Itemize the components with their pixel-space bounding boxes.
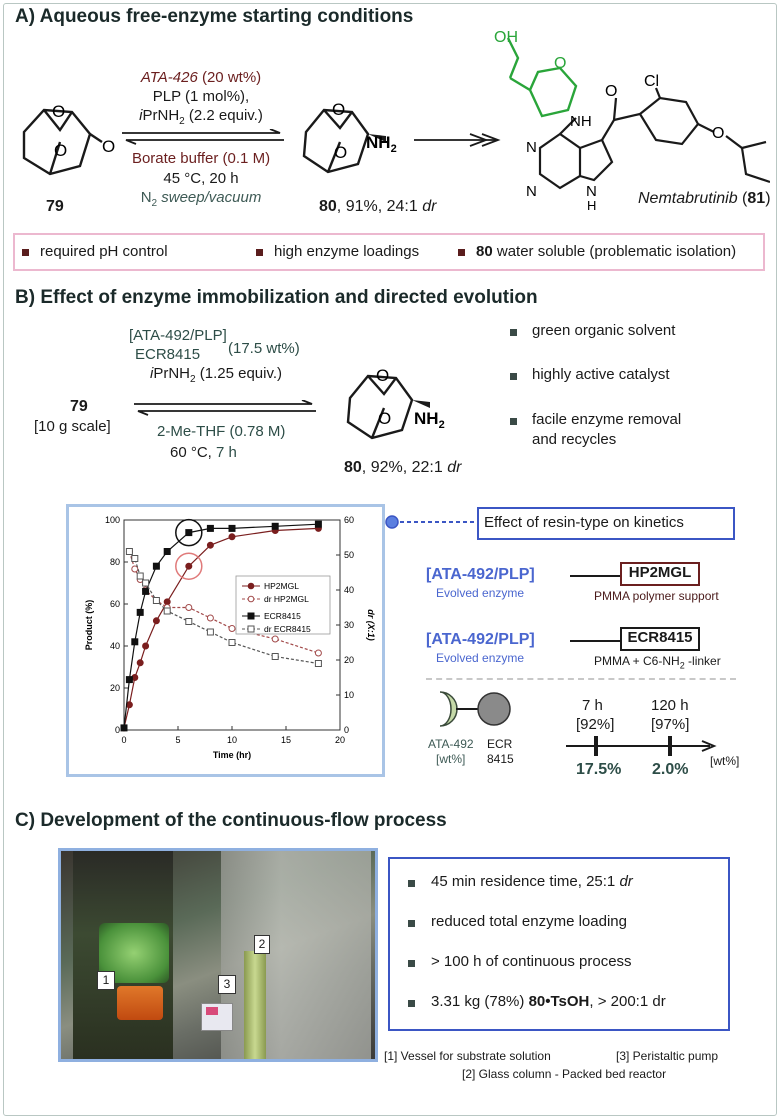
y-tick-label: 40	[109, 641, 120, 651]
bullet-icon	[458, 249, 465, 256]
data-point	[229, 640, 235, 646]
time-2: 120 h	[651, 697, 689, 714]
conditions-a-plp: PLP (1 mol%),	[152, 88, 250, 105]
bullet-icon	[408, 960, 415, 967]
n1-atom: N	[526, 139, 537, 156]
y2-tick-label: 40	[344, 585, 355, 595]
benefit-3: facile enzyme removal	[532, 411, 682, 428]
data-point	[121, 725, 127, 731]
y-tick-label: 0	[114, 725, 120, 735]
compound-80-result-a: 80, 91%, 24:1 dr	[319, 198, 437, 215]
data-point	[207, 542, 213, 548]
conditions-b-amine: iPrNH$_2$ (1.25 equiv.)	[150, 365, 283, 385]
data-point	[164, 549, 170, 555]
time-1: 7 h	[582, 697, 603, 714]
data-point	[186, 530, 192, 536]
legend-label: dr HP2MGL	[264, 594, 309, 604]
y-tick-label: 80	[109, 557, 120, 567]
packed-column	[244, 951, 266, 1059]
support-1-desc: PMMA polymer support	[594, 589, 719, 603]
x-tick-label: 10	[226, 735, 238, 745]
enzyme-1-label: [ATA-492/PLP]	[426, 566, 535, 583]
ketone-o-atom: O	[102, 137, 116, 156]
support-2-desc: PMMA + $C6-NH_2$ -linker	[594, 654, 721, 671]
bullet-icon	[408, 880, 415, 887]
pyrrole-n-atom: N	[586, 183, 597, 200]
flow-result-4: 3.31 kg (78%) 80•TsOH, > 200:1 dr	[431, 993, 666, 1010]
bullet-icon	[408, 920, 415, 927]
y2-tick-label: 10	[344, 690, 355, 700]
data-point	[143, 588, 149, 594]
divider	[426, 678, 736, 680]
data-point	[186, 563, 192, 569]
data-point	[229, 626, 235, 632]
y2-tick-label: 30	[344, 620, 355, 630]
y2-tick-label: 50	[344, 550, 355, 560]
data-point	[126, 549, 132, 555]
load-1: 17.5%	[576, 761, 622, 778]
compound-79-label: 79	[46, 198, 64, 215]
bullet-icon	[510, 329, 517, 336]
bridge-o2-atom: O	[54, 141, 68, 160]
photo-label-3: 3	[218, 975, 236, 994]
data-point	[132, 556, 138, 562]
y-tick-label: 100	[104, 515, 120, 525]
data-point	[315, 650, 321, 656]
data-point	[229, 525, 235, 531]
data-point	[229, 534, 235, 540]
equilibrium-arrow-b	[130, 400, 320, 416]
pyrrole-h-atom: H	[587, 198, 597, 213]
data-point	[126, 677, 132, 683]
compound-79-label-b: 79	[70, 398, 88, 415]
bridge-o-atom: O	[52, 102, 66, 121]
flow-setup-photo	[58, 848, 378, 1062]
bullet-icon	[510, 418, 517, 425]
section-b-title: B) Effect of enzyme immobilization and directed evolution	[15, 287, 538, 308]
pump-display	[206, 1007, 218, 1015]
cl-atom: Cl	[644, 73, 660, 90]
link-line-1	[570, 575, 622, 577]
conditions-b-loading: (17.5 wt%)	[228, 340, 300, 357]
equilibrium-arrow-a	[118, 129, 288, 145]
ecr-legend-1: ECR	[487, 737, 513, 751]
enzyme-2-label: [ATA-492/PLP]	[426, 631, 535, 648]
data-point	[315, 661, 321, 667]
x-tick-label: 15	[280, 735, 292, 745]
link-line-2	[570, 640, 622, 642]
limitation-2: high enzyme loadings	[274, 243, 420, 260]
x-tick-label: 0	[121, 735, 127, 745]
section-c-title: C) Development of the continuous-flow process	[15, 810, 447, 831]
photo-legend-1: [1] Vessel for substrate solution	[384, 1049, 551, 1063]
photo-legend-3: [3] Peristaltic pump	[616, 1049, 719, 1063]
x-tick-label: 5	[175, 735, 181, 745]
data-point	[272, 636, 278, 642]
ecr-legend-2: 8415	[487, 752, 514, 766]
x-tick-label: 20	[334, 735, 346, 745]
limitation-3: 80 water soluble (problematic isolation)	[476, 243, 737, 260]
conditions-b-catalyst: [ATA-492/PLP]	[129, 327, 227, 344]
conditions-b-resin: ECR8415	[135, 346, 201, 363]
connector	[380, 510, 480, 534]
yield-1: [92%]	[576, 716, 615, 733]
benefit-3-cont: and recycles	[532, 431, 617, 448]
enzyme-2-sub: Evolved enzyme	[436, 651, 525, 665]
photo-label-1: 1	[97, 971, 115, 990]
amine-80-structure	[290, 82, 420, 192]
amine-nh2-label-b: $NH_2$	[414, 409, 445, 431]
photo-label-2: 2	[254, 935, 270, 954]
svg-text:O: O	[378, 409, 392, 428]
x-axis-label: Time (hr)	[212, 750, 252, 760]
kinetics-chart	[70, 508, 382, 774]
nemtabrutinib-label: Nemtabrutinib (81)	[638, 190, 771, 207]
ketone-79-structure	[10, 86, 120, 196]
scale-label: [10 g scale]	[34, 418, 111, 435]
ata-legend-1: ATA-492	[428, 737, 474, 751]
yield-2: [97%]	[651, 716, 690, 733]
data-point	[164, 608, 170, 614]
ether-o-atom: O	[712, 125, 725, 142]
bullet-icon	[408, 1000, 415, 1007]
section-a-title: A) Aqueous free-enzyme starting conditions	[15, 6, 414, 27]
amine-nh2-label: $NH_2$	[366, 133, 397, 155]
support-1-label: HP2MGL	[628, 564, 692, 581]
y2-tick-label: 60	[344, 515, 355, 525]
data-point	[272, 523, 278, 529]
svg-text:O: O	[334, 143, 348, 162]
support-2-label: ECR8415	[627, 629, 693, 646]
flow-result-2: reduced total enzyme loading	[431, 913, 627, 930]
conditions-a-n2: $N_2$ sweep/vacuum	[140, 189, 262, 209]
y2-axis-label: dr (X:1)	[366, 609, 376, 641]
bullet-icon	[22, 249, 29, 256]
y-tick-label: 60	[109, 599, 120, 609]
data-point	[137, 573, 143, 579]
data-point	[207, 525, 213, 531]
nh-linker-atom: NH	[570, 113, 592, 130]
conditions-a-enzyme: ATA-426 (20 wt%)	[140, 69, 262, 86]
n2-atom: N	[526, 183, 537, 200]
data-point	[153, 598, 159, 604]
data-point	[207, 615, 213, 621]
data-point	[153, 563, 159, 569]
kinetics-title: Effect of resin-type on kinetics	[484, 514, 684, 531]
amine-80-structure-b	[336, 356, 476, 456]
data-point	[137, 660, 143, 666]
flow-result-3: > 100 h of continuous process	[431, 953, 632, 970]
legend-marker	[248, 626, 254, 632]
benefit-1: green organic solvent	[532, 322, 676, 339]
load-2: 2.0%	[652, 761, 689, 778]
data-point	[186, 605, 192, 611]
y-tick-label: 20	[109, 683, 120, 693]
photo-legend-2: [2] Glass column - Packed bed reactor	[462, 1067, 667, 1081]
legend-marker	[248, 613, 254, 619]
data-point	[153, 618, 159, 624]
legend-marker	[248, 583, 254, 589]
legend-label: ECR8415	[264, 611, 301, 621]
data-point	[132, 639, 138, 645]
legend-label: HP2MGL	[264, 581, 299, 591]
conditions-a-amine: iPrNH$_2$ (2.2 equiv.)	[139, 107, 263, 127]
conditions-a-temp: 45 °C, 20 h	[163, 170, 239, 187]
data-point	[315, 521, 321, 527]
y2-tick-label: 20	[344, 655, 355, 665]
limitation-1: required pH control	[40, 243, 168, 260]
y-axis-label: Product (%)	[84, 599, 94, 651]
legend-marker	[248, 596, 254, 602]
data-point	[137, 609, 143, 615]
benefit-2: highly active catalyst	[532, 366, 670, 383]
y2-tick-label: 0	[344, 725, 350, 735]
oh-atom: OH	[494, 29, 518, 46]
enzyme-1-sub: Evolved enzyme	[436, 586, 525, 600]
svg-text:O: O	[332, 100, 346, 119]
data-point	[272, 654, 278, 660]
ring-o-atom: O	[554, 55, 567, 72]
legend-label: dr ECR8415	[264, 624, 311, 634]
compound-80-result-b: 80, 92%, 22:1 dr	[344, 459, 462, 476]
vessel-base	[117, 986, 163, 1020]
conditions-a-buffer: Borate buffer (0.1 M)	[131, 150, 271, 167]
bullet-icon	[510, 373, 517, 380]
svg-text:O: O	[376, 366, 390, 385]
data-point	[143, 580, 149, 586]
axis-unit: [wt%]	[710, 754, 740, 768]
flow-result-1: 45 min residence time, 25:1 dr	[431, 873, 633, 890]
data-point	[143, 643, 149, 649]
data-point	[207, 629, 213, 635]
carbonyl-o-atom: O	[605, 83, 618, 100]
conditions-b-temp: 60 °C, 7 h	[170, 444, 237, 461]
conditions-b-solvent: 2-Me-THF (0.78 M)	[157, 423, 286, 440]
bullet-icon	[256, 249, 263, 256]
ata-legend-2: [wt%]	[436, 752, 466, 766]
data-point	[186, 619, 192, 625]
